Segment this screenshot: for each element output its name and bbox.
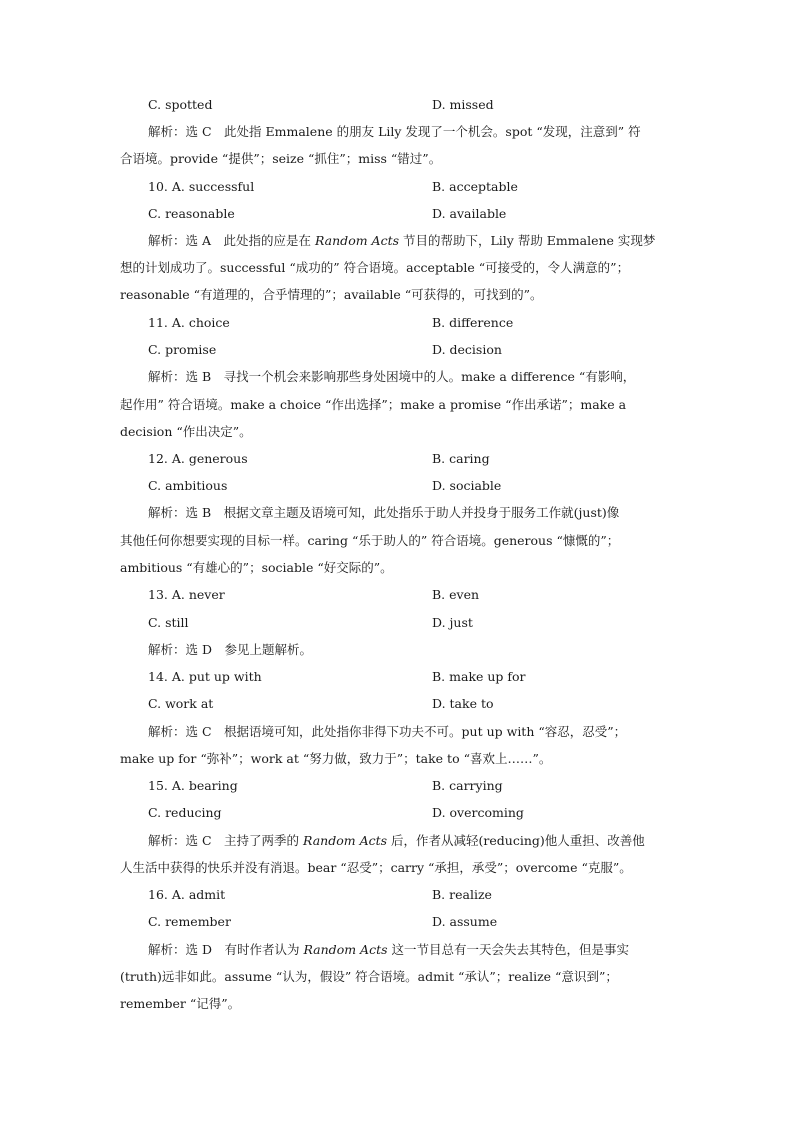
q15-option-c: C. reducing (148, 805, 222, 820)
program-title-random-acts: Random Acts (303, 942, 388, 957)
q10-analysis-text-3: reasonable “有道理的，合乎情理的”；available “可获得的，可找到的”。 (120, 287, 543, 302)
q13-analysis-text-1: 解析：选 D 参见上题解析。 (148, 642, 312, 657)
q9-analysis-line-2 (120, 150, 676, 168)
q9-analysis-line-1 (120, 123, 676, 141)
q12-analysis-line-1 (120, 504, 676, 522)
q16-analysis-line-2 (120, 968, 676, 986)
q16-option-c: C. remember (148, 914, 231, 929)
q13-analysis-line-1 (120, 641, 676, 659)
program-title-random-acts: Random Acts (303, 833, 388, 848)
q11-analysis-line-2 (120, 396, 676, 414)
program-title-random-acts: Random Acts (314, 233, 400, 248)
q10-analysis-text-2: 想的计划成功了。successful “成功的” 符合语境。acceptable “可接受的，令人满意的”； (120, 260, 630, 275)
q16-option-a: 16. A. admit (148, 887, 226, 902)
q16-analysis-text-1: 解析：选 D 有时作者认为 Random Acts 这一节目总有一天会失去其特色，但是事实 (148, 942, 629, 957)
q14-option-c: C. work at (148, 696, 214, 711)
q16-analysis-line-3 (120, 995, 676, 1013)
q15-option-d: D. overcoming (432, 805, 524, 820)
q14-option-d: D. take to (432, 696, 494, 711)
q15-option-a: 15. A. bearing (148, 778, 238, 793)
q12-analysis-line-3 (120, 559, 676, 577)
q12-option-d: D. sociable (432, 478, 502, 493)
q15-analysis-text-2: 人生活中获得的快乐并没有消退。bear “忍受”；carry “承担，承受”；overcome “克服”。 (120, 860, 632, 875)
q15-analysis-text-1: 解析：选 C 主持了两季的 Random Acts 后，作者从减轻(reducing)他人重担、改善他 (148, 833, 645, 848)
q11-analysis-line-3 (120, 423, 676, 441)
q14-analysis-text-2: make up for “弥补”；work at “努力做，致力于”；take to “喜欢上……”。 (120, 751, 552, 766)
q10-option-b: B. acceptable (432, 179, 518, 194)
q14-analysis-line-1 (120, 723, 676, 741)
q15-option-b: B. carrying (432, 778, 503, 793)
q16-option-b: B. realize (432, 887, 492, 902)
q9-option-c: C. spotted (148, 97, 213, 112)
q16-analysis-text-2: (truth)远非如此。assume “认为，假设” 符合语境。admit “承认”；realize “意识到”； (120, 969, 618, 984)
q12-option-b: B. caring (432, 451, 490, 466)
q14-option-b: B. make up for (432, 669, 526, 684)
q9-analysis-text-1: 解析：选 C 此处指 Emmalene 的朋友 Lily 发现了一个机会。spot “发现，注意到” 符 (148, 124, 641, 139)
q16-analysis-text-3: remember “记得”。 (120, 996, 241, 1011)
q10-analysis-line-2 (120, 259, 676, 277)
q13-option-c: C. still (148, 615, 189, 630)
q14-analysis-line-2 (120, 750, 676, 768)
q10-option-a: 10. A. successful (148, 179, 255, 194)
q10-option-c: C. reasonable (148, 206, 235, 221)
q9-analysis-text-2: 合语境。provide “提供”；seize “抓住”；miss “错过”。 (120, 151, 442, 166)
q12-analysis-text-2: 其他任何你想要实现的目标一样。caring “乐于助人的” 符合语境。generous “慷慨的”； (120, 533, 620, 548)
q11-analysis-text-3: decision “作出决定”。 (120, 424, 252, 439)
q12-analysis-text-1: 解析：选 B 根据文章主题及语境可知，此处指乐于助人并投身于服务工作就(just)像 (148, 505, 620, 520)
q12-option-c: C. ambitious (148, 478, 228, 493)
q11-analysis-line-1 (120, 368, 676, 386)
q10-option-d: D. available (432, 206, 507, 221)
q10-analysis-text-1: 解析：选 A 此处指的应是在 Random Acts 节目的帮助下，Lily 帮助 Emmalene 实现梦 (148, 233, 656, 248)
q12-analysis-text-3: ambitious “有雄心的”；sociable “好交际的”。 (120, 560, 393, 575)
q11-option-b: B. difference (432, 315, 514, 330)
q11-option-c: C. promise (148, 342, 217, 357)
q13-option-d: D. just (432, 615, 473, 630)
q9-option-d: D. missed (432, 97, 494, 112)
q12-option-a: 12. A. generous (148, 451, 248, 466)
q12-analysis-line-2 (120, 532, 676, 550)
q13-option-b: B. even (432, 587, 480, 602)
q11-analysis-text-2: 起作用” 符合语境。make a choice “作出选择”；make a promise “作出承诺”；make a (120, 397, 627, 412)
q14-option-a: 14. A. put up with (148, 669, 262, 684)
q15-analysis-line-2 (120, 859, 676, 877)
q11-option-d: D. decision (432, 342, 502, 357)
q10-analysis-line-3 (120, 286, 676, 304)
q11-analysis-text-1: 解析：选 B 寻找一个机会来影响那些身处困境中的人。make a difference “有影响， (148, 369, 636, 384)
q10-analysis-line-1 (120, 232, 676, 250)
q11-option-a: 11. A. choice (148, 315, 230, 330)
q13-option-a: 13. A. never (148, 587, 225, 602)
q16-analysis-line-1 (120, 941, 676, 959)
q16-option-d: D. assume (432, 914, 498, 929)
q15-analysis-line-1 (120, 832, 676, 850)
q14-analysis-text-1: 解析：选 C 根据语境可知，此处指你非得下功夫不可。put up with “容忍，忍受”； (148, 724, 627, 739)
